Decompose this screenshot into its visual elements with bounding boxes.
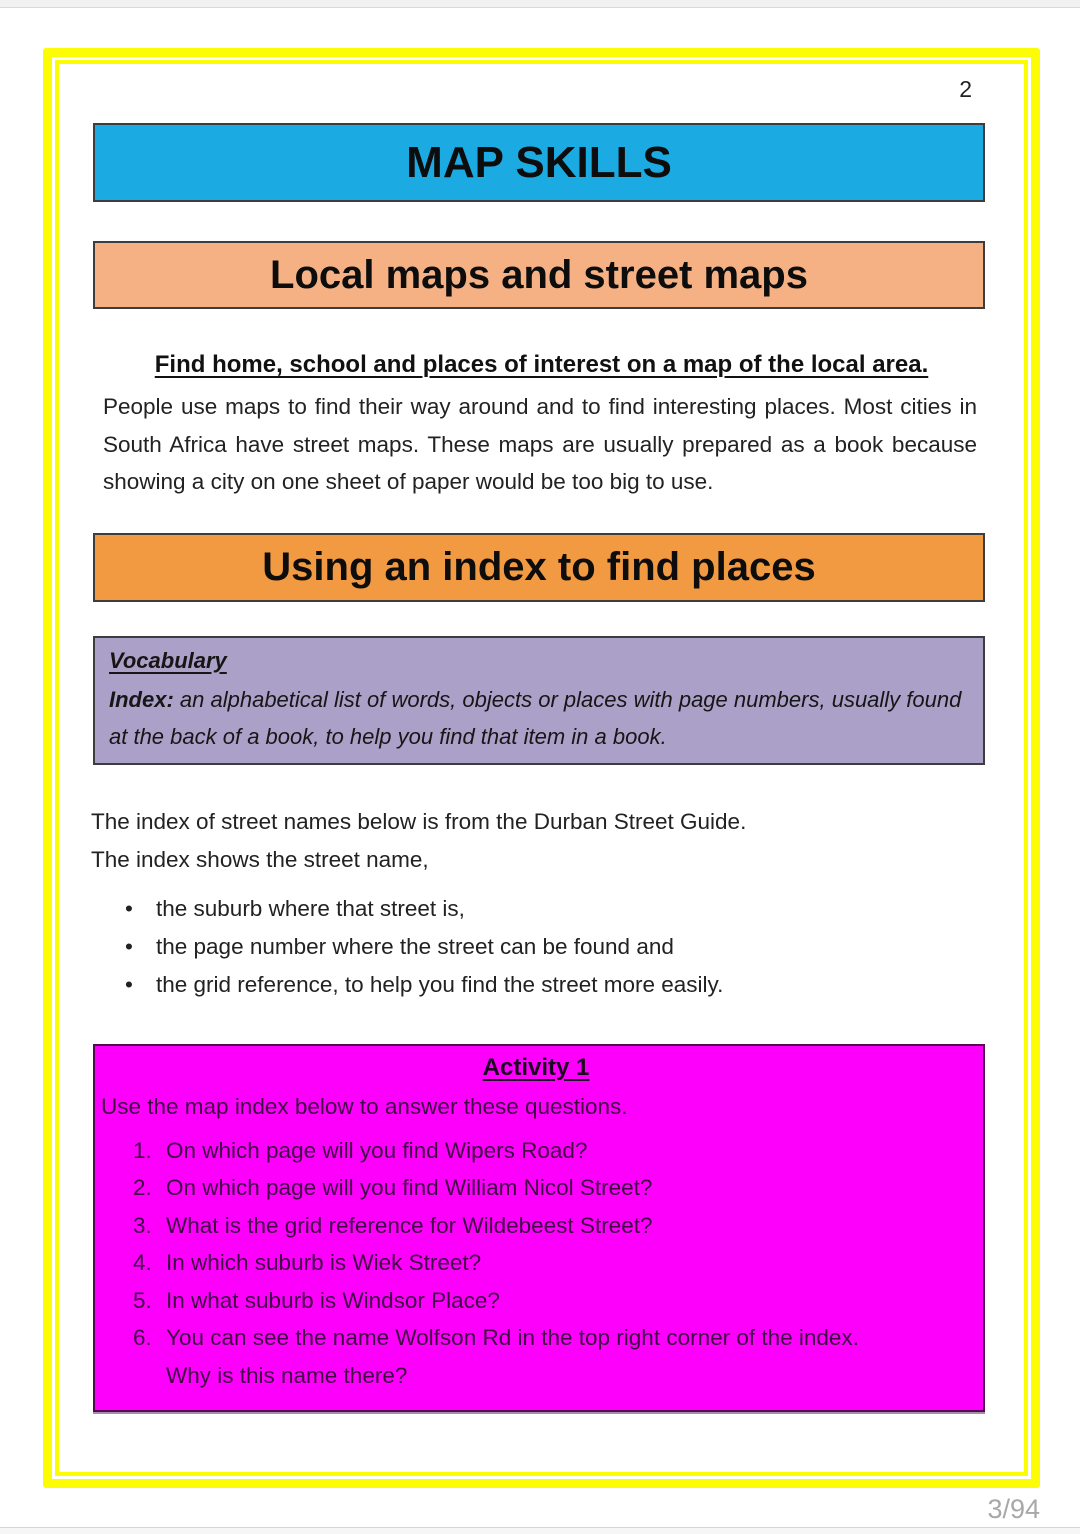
- activity-title: Activity 1: [482, 1053, 590, 1081]
- local-maps-banner-label: Local maps and street maps: [270, 252, 808, 297]
- vocabulary-definition: [109, 681, 969, 755]
- map-skills-title: MAP SKILLS: [406, 137, 672, 187]
- page-border-frame: [43, 48, 1040, 1488]
- list-item-text: the grid reference, to help you find the street more easily.: [156, 971, 724, 997]
- list-item: [59, 890, 1024, 928]
- question-number: 2.: [133, 1175, 152, 1200]
- list-item-text: the suburb where that street is,: [156, 895, 465, 921]
- list-item: [133, 1244, 971, 1282]
- vocabulary-definition-text: an alphabetical list of words, objects or places with page numbers, usually found at the back of a book, to help you find that item in a book.: [109, 686, 962, 749]
- index-description: [91, 803, 977, 879]
- vocabulary-term: Index:: [109, 686, 174, 712]
- vocabulary-title: Vocabulary: [109, 647, 227, 673]
- map-skills-title-banner: [93, 123, 985, 202]
- vocabulary-box: [93, 636, 985, 765]
- question-text: On which page will you find Wipers Road?: [166, 1137, 588, 1163]
- index-features-list: [59, 890, 1024, 1004]
- list-item: [59, 928, 1024, 966]
- question-number: 5.: [133, 1287, 152, 1313]
- document-page: [59, 64, 1024, 1472]
- list-item: [133, 1207, 971, 1245]
- question-text: In which suburb is Wiek Street?: [166, 1250, 482, 1275]
- intro-paragraph: People use maps to find their way around and to find interesting places. Most cities in South Africa have street maps. These maps are usually prepared as a book because showing a city on one sheet of paper would be too big to use.: [103, 394, 977, 494]
- bullet-icon: •: [125, 895, 133, 921]
- bullet-icon: •: [125, 971, 133, 997]
- question-number: 4.: [133, 1250, 152, 1275]
- page-progress-indicator: 3/94: [987, 1494, 1040, 1524]
- question-continuation: Why is this name there?: [166, 1362, 408, 1388]
- index-description-line2: The index shows the street name,: [91, 846, 429, 872]
- list-item: [133, 1282, 971, 1320]
- question-number: 1.: [133, 1137, 152, 1163]
- page-border-frame-inner: [55, 60, 1028, 1476]
- question-text: On which page will you find William Nicol Street?: [166, 1175, 653, 1200]
- local-maps-banner: [93, 241, 985, 309]
- activity-question-list: [101, 1132, 971, 1395]
- question-number: 3.: [133, 1212, 152, 1238]
- index-section-banner: [93, 533, 985, 602]
- list-item: [133, 1169, 971, 1207]
- question-text: What is the grid reference for Wildebeest Street?: [166, 1212, 653, 1238]
- question-number: 6.: [133, 1325, 152, 1350]
- index-description-line1: The index of street names below is from the Durban Street Guide.: [91, 808, 747, 834]
- bullet-icon: •: [125, 933, 133, 959]
- viewer-top-bar: [0, 0, 1080, 8]
- page-number: 2: [959, 76, 972, 102]
- activity-box: [93, 1044, 985, 1413]
- list-item-text: the page number where the street can be found and: [156, 933, 674, 959]
- list-item: [133, 1132, 971, 1170]
- list-item: [59, 966, 1024, 1004]
- activity-instruction: Use the map index below to answer these questions.: [101, 1093, 628, 1119]
- viewer-bottom-bar: [0, 1527, 1080, 1534]
- question-text: You can see the name Wolfson Rd in the top right corner of the index.: [166, 1325, 859, 1350]
- lesson-objective-heading: Find home, school and places of interest on a map of the local area.: [154, 351, 929, 378]
- index-section-banner-label: Using an index to find places: [262, 544, 816, 589]
- list-item: [133, 1319, 971, 1394]
- question-text: In what suburb is Windsor Place?: [166, 1287, 500, 1313]
